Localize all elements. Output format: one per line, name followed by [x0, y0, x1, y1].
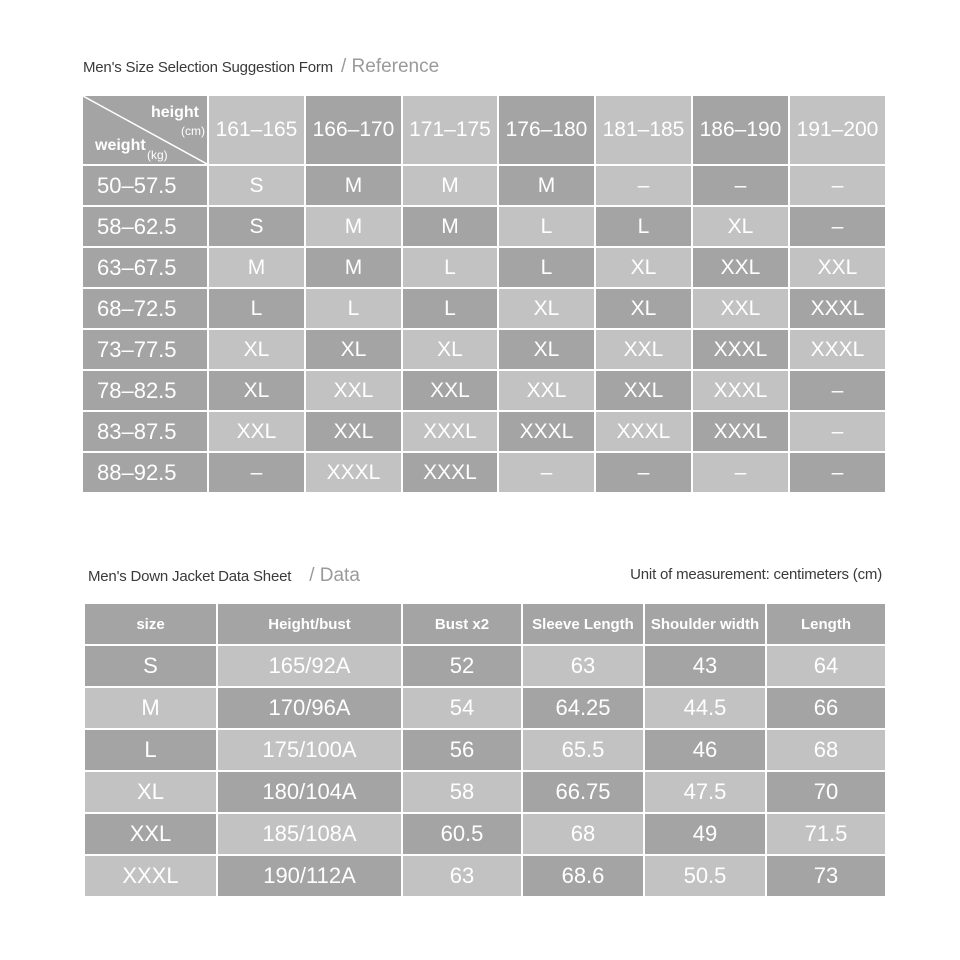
size-cell: –	[789, 370, 885, 411]
datasheet-row	[85, 771, 885, 813]
weight-row	[83, 329, 885, 370]
size-cell: –	[595, 165, 692, 206]
datasheet-row	[85, 645, 885, 687]
size-cell: L	[498, 206, 595, 247]
datasheet-value-cell: 43	[644, 645, 766, 687]
datasheet-value-cell: 66.75	[522, 771, 644, 813]
size-cell: M	[305, 165, 402, 206]
size-cell: XXL	[692, 288, 789, 329]
size-cell: XXL	[305, 411, 402, 452]
weight-row-header: 73–77.5	[83, 329, 208, 370]
size-cell: XXL	[498, 370, 595, 411]
datasheet-value-cell: 64	[766, 645, 885, 687]
datasheet-value-cell: 56	[402, 729, 522, 771]
reference-title: Men's Size Selection Suggestion Form	[83, 59, 333, 76]
datasheet-header-row	[85, 604, 885, 645]
size-cell: XXL	[402, 370, 498, 411]
datasheet-row	[85, 729, 885, 771]
size-cell: –	[692, 452, 789, 492]
size-cell: XXXL	[305, 452, 402, 492]
size-cell: XXXL	[402, 411, 498, 452]
height-column-header: 176–180	[498, 96, 595, 165]
size-cell: XL	[402, 329, 498, 370]
weight-row-header: 88–92.5	[83, 452, 208, 492]
datasheet-column-header: size	[85, 604, 217, 645]
datasheet-value-cell: 64.25	[522, 687, 644, 729]
weight-row	[83, 411, 885, 452]
size-cell: S	[208, 206, 305, 247]
height-column-header: 161–165	[208, 96, 305, 165]
datasheet-column-header: Length	[766, 604, 885, 645]
size-cell: L	[402, 247, 498, 288]
datasheet-size-cell: XXXL	[85, 855, 217, 896]
size-cell: L	[402, 288, 498, 329]
size-cell: XXXL	[498, 411, 595, 452]
size-cell: XL	[498, 288, 595, 329]
size-cell: L	[498, 247, 595, 288]
datasheet-title-row	[88, 565, 360, 587]
datasheet-value-cell: 68	[766, 729, 885, 771]
height-column-header: 186–190	[692, 96, 789, 165]
size-cell: XL	[305, 329, 402, 370]
datasheet-size-cell: M	[85, 687, 217, 729]
datasheet-row	[85, 687, 885, 729]
corner-header-cell	[83, 96, 208, 165]
datasheet-value-cell: 180/104A	[217, 771, 402, 813]
datasheet-title: Men's Down Jacket Data Sheet	[88, 568, 292, 585]
size-cell: –	[789, 452, 885, 492]
size-cell: XL	[595, 247, 692, 288]
datasheet-value-cell: 175/100A	[217, 729, 402, 771]
datasheet-value-cell: 185/108A	[217, 813, 402, 855]
size-cell: –	[789, 411, 885, 452]
size-cell: XXXL	[692, 411, 789, 452]
weight-row	[83, 206, 885, 247]
weight-row-header: 68–72.5	[83, 288, 208, 329]
datasheet-size-cell: XL	[85, 771, 217, 813]
weight-axis-label: weight	[95, 137, 146, 154]
datasheet-value-cell: 70	[766, 771, 885, 813]
datasheet-value-cell: 63	[402, 855, 522, 896]
height-unit-label: (cm)	[181, 124, 205, 138]
size-cell: L	[305, 288, 402, 329]
weight-row	[83, 247, 885, 288]
datasheet-size-cell: S	[85, 645, 217, 687]
datasheet-value-cell: 68.6	[522, 855, 644, 896]
size-suggestion-table	[83, 96, 885, 492]
weight-row-header: 78–82.5	[83, 370, 208, 411]
datasheet-size-cell: XXL	[85, 813, 217, 855]
datasheet-column-header: Sleeve Length	[522, 604, 644, 645]
weight-row	[83, 288, 885, 329]
datasheet-value-cell: 50.5	[644, 855, 766, 896]
size-cell: XXL	[305, 370, 402, 411]
datasheet-value-cell: 63	[522, 645, 644, 687]
size-cell: XXXL	[692, 329, 789, 370]
datasheet-value-cell: 73	[766, 855, 885, 896]
size-cell: XXL	[789, 247, 885, 288]
size-cell: L	[208, 288, 305, 329]
datasheet-row	[85, 813, 885, 855]
datasheet-value-cell: 58	[402, 771, 522, 813]
datasheet-column-header: Bust x2	[402, 604, 522, 645]
size-cell: XL	[692, 206, 789, 247]
size-cell: M	[498, 165, 595, 206]
datasheet-value-cell: 46	[644, 729, 766, 771]
datasheet-column-header: Height/bust	[217, 604, 402, 645]
size-cell: –	[208, 452, 305, 492]
size-cell: L	[595, 206, 692, 247]
datasheet-value-cell: 60.5	[402, 813, 522, 855]
weight-row	[83, 370, 885, 411]
size-cell: M	[305, 206, 402, 247]
size-cell: XL	[208, 370, 305, 411]
datasheet-size-cell: L	[85, 729, 217, 771]
size-cell: XXXL	[789, 288, 885, 329]
size-cell: XXXL	[789, 329, 885, 370]
weight-row-header: 63–67.5	[83, 247, 208, 288]
down-jacket-data-table	[85, 604, 885, 896]
datasheet-value-cell: 66	[766, 687, 885, 729]
datasheet-value-cell: 190/112A	[217, 855, 402, 896]
datasheet-value-cell: 71.5	[766, 813, 885, 855]
height-axis-label: height	[151, 104, 199, 121]
size-cell: XL	[595, 288, 692, 329]
size-cell: M	[305, 247, 402, 288]
datasheet-value-cell: 170/96A	[217, 687, 402, 729]
size-cell: XXL	[208, 411, 305, 452]
datasheet-row	[85, 855, 885, 896]
weight-row-header: 58–62.5	[83, 206, 208, 247]
height-header-row	[83, 96, 885, 165]
size-cell: XL	[498, 329, 595, 370]
weight-row-header: 83–87.5	[83, 411, 208, 452]
height-column-header: 181–185	[595, 96, 692, 165]
unit-note: Unit of measurement: centimeters (cm)	[630, 566, 882, 583]
reference-title-row	[83, 56, 439, 78]
weight-row-header: 50–57.5	[83, 165, 208, 206]
size-cell: XXXL	[692, 370, 789, 411]
weight-row	[83, 165, 885, 206]
height-column-header: 166–170	[305, 96, 402, 165]
size-cell: –	[692, 165, 789, 206]
datasheet-column-header: Shoulder width	[644, 604, 766, 645]
size-cell: M	[402, 165, 498, 206]
reference-subtitle: / Reference	[340, 56, 440, 77]
size-cell: –	[595, 452, 692, 492]
size-cell: XL	[208, 329, 305, 370]
datasheet-value-cell: 49	[644, 813, 766, 855]
size-cell: XXXL	[595, 411, 692, 452]
weight-unit-label: (kg)	[147, 148, 168, 162]
datasheet-value-cell: 68	[522, 813, 644, 855]
size-cell: S	[208, 165, 305, 206]
height-column-header: 171–175	[402, 96, 498, 165]
datasheet-value-cell: 47.5	[644, 771, 766, 813]
datasheet-value-cell: 52	[402, 645, 522, 687]
datasheet-value-cell: 65.5	[522, 729, 644, 771]
datasheet-subtitle: / Data	[309, 565, 360, 586]
size-cell: M	[208, 247, 305, 288]
weight-row	[83, 452, 885, 492]
datasheet-value-cell: 44.5	[644, 687, 766, 729]
size-cell: –	[789, 165, 885, 206]
size-cell: M	[402, 206, 498, 247]
size-cell: –	[789, 206, 885, 247]
datasheet-value-cell: 165/92A	[217, 645, 402, 687]
size-cell: XXL	[692, 247, 789, 288]
size-cell: XXXL	[402, 452, 498, 492]
size-cell: –	[498, 452, 595, 492]
datasheet-value-cell: 54	[402, 687, 522, 729]
size-cell: XXL	[595, 370, 692, 411]
size-cell: XXL	[595, 329, 692, 370]
height-column-header: 191–200	[789, 96, 885, 165]
